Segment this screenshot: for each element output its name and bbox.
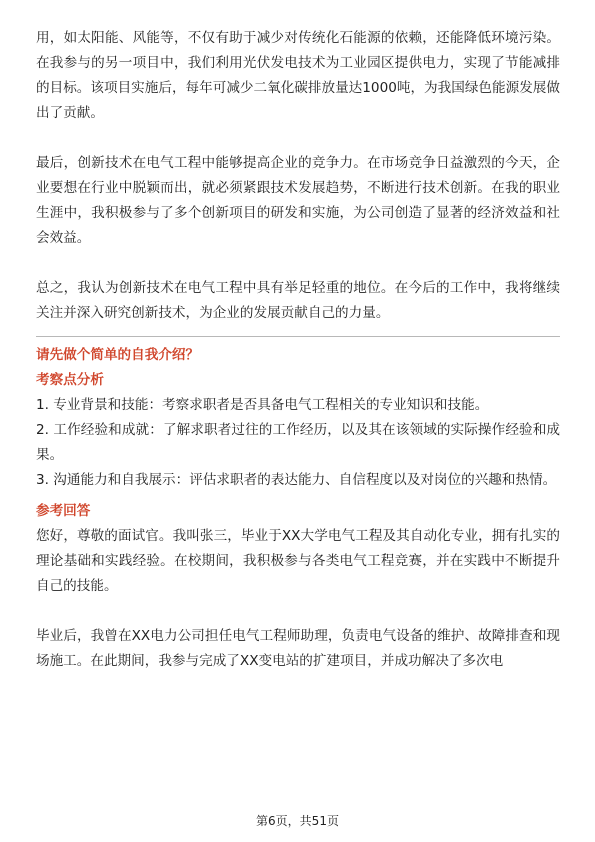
answer-heading: 参考回答: [36, 503, 91, 519]
section-divider: [36, 336, 560, 337]
paragraph-gap: [36, 251, 560, 276]
analysis-point-3: 3. 沟通能力和自我展示：评估求职者的表达能力、自信程度以及对岗位的兴趣和热情。: [36, 472, 557, 488]
question-title: 请先做个简单的自我介绍？: [36, 347, 200, 363]
answer-paragraph-2: 毕业后，我曾在XX电力公司担任电气工程师助理，负责电气设备的维护、故障排查和现场施工。在此期间，我参与完成了XX变电站的扩建项目，并成功解决了多次电: [36, 628, 560, 669]
paragraph-gap: [36, 599, 560, 624]
body-paragraph-3: 总之，我认为创新技术在电气工程中具有举足轻重的地位。在今后的工作中，我将继续关注并深入研究创新技术，为企业的发展贡献自己的力量。: [36, 280, 560, 321]
analysis-point-2: 2. 工作经验和成就：了解求职者过往的工作经历，以及其在该领域的实际操作经验和成果。: [36, 422, 560, 463]
analysis-heading: 考察点分析: [36, 372, 104, 388]
analysis-point-1: 1. 专业背景和技能：考察求职者是否具备电气工程相关的专业知识和技能。: [36, 397, 489, 413]
paragraph-gap: [36, 126, 560, 151]
answer-paragraph-1: 您好，尊敬的面试官。我叫张三，毕业于XX大学电气工程及其自动化专业，拥有扎实的理论基础和实践经验。在校期间，我积极参与各类电气工程竞赛，并在实践中不断提升自己的技能。: [36, 528, 560, 594]
page-number: 第6页，共51页: [256, 814, 339, 828]
document-page: [36, 26, 560, 674]
body-paragraph-1: 用，如太阳能、风能等，不仅有助于减少对传统化石能源的依赖，还能降低环境污染。在我参与的另一项目中，我们利用光伏发电技术为工业园区提供电力，实现了节能减排的目标。该项目实施后，每年可减少二氧化碳排放量达1000吨，为我国绿色能源发展做出了贡献。: [36, 30, 560, 121]
body-paragraph-2: 最后，创新技术在电气工程中能够提高企业的竞争力。在市场竞争日益激烈的今天，企业要想在行业中脱颖而出，就必须紧跟技术发展趋势，不断进行技术创新。在我的职业生涯中，我积极参与了多个创新项目的研发和实施，为公司创造了显著的经济效益和社会效益。: [36, 155, 560, 246]
